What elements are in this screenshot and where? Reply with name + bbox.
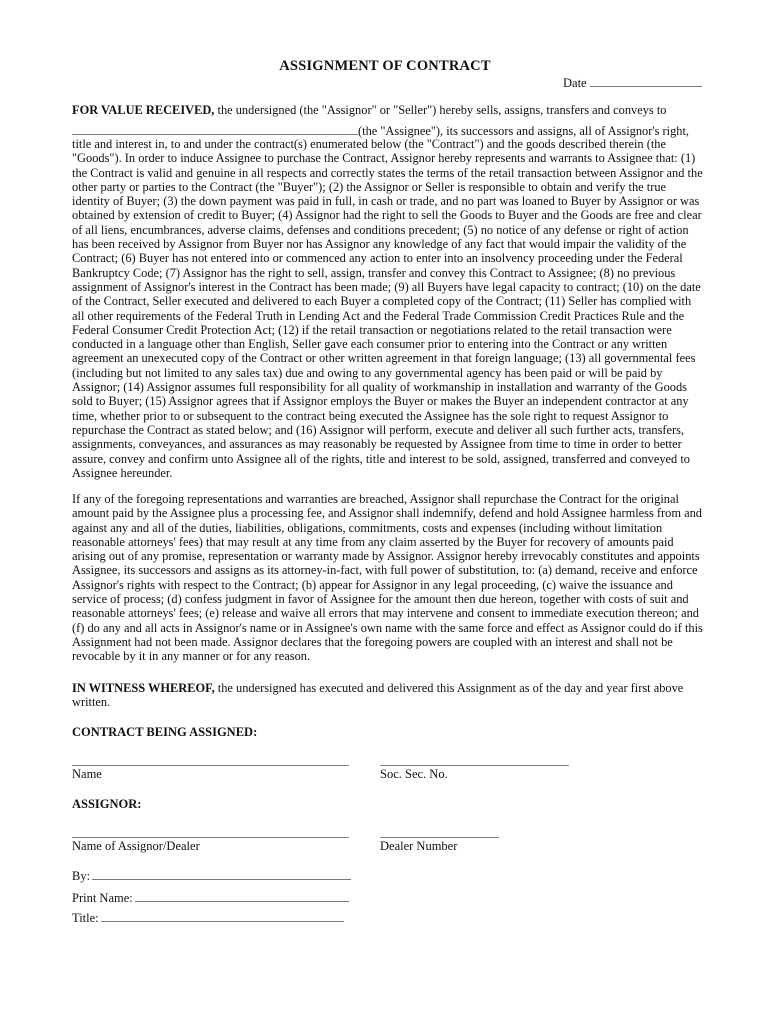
in-witness-lead: IN WITNESS WHEREOF, [72, 681, 215, 695]
by-blank-line[interactable] [92, 868, 351, 880]
title-blank-line[interactable] [101, 910, 344, 922]
assignee-blank-line[interactable] [72, 123, 358, 135]
witness-paragraph [72, 681, 706, 710]
by-field[interactable] [72, 868, 351, 884]
representations-paragraph: title and interest in, to and under the contract(s) enumerated below (the "Contract") and the goods described therein (the "Goods"). In order to induce Assignee to purchase the Contract, Assignor hereby represents and warrants to Assignee that: (1) the Contract is valid and genuine in all respects and correctly states the terms of the retail transaction between Assignor and the other party or parties to the Contract (the "Buyer"); (2) the Assignor or Seller is responsible to obtain and verify the true identity of Buyer; (3) the down payment was paid in full, in cash or trade, and no part was loaned to Buyer by Assignor or was obtained by extension of credit to Buyer; (4) Assignor had the right to sell the Goods to Buyer and the Goods are free and clear of all liens, encumbrances, adverse claims, defenses and conditions precedent; (5) no notice of any defense or right of action has been received by Assignor from Buyer nor has Assignor any knowledge of any fact that would impair the validity of the Contract; (6) Buyer has not entered into or commenced any action to enter into an insolvency proceeding under the Federal Bankruptcy Code; (7) Assignor has the right to sell, assign, transfer and convey this Contract to Assignee; (8) no previous assignment of Assignor's interest in the Contract has been made; (9) all Buyers have legal capacity to contract; (10) on the date of the Contract, Seller executed and delivered to each Buyer a completed copy of the Contract; (11) Seller has complied with all other requirements of the Federal Truth in Lending Act and the Federal Trade Commission Credit Practices Rule and the Federal Consumer Credit Protection Act; (12) if the retail transaction or negotiations related to the retail transaction were conducted in a language other than English, Seller gave each consumer prior to entering into the Contract or any written agreement an unexecuted copy of the Contract or other written agreement in that foreign language; (13) all governmental fees (including but not limited to any sales tax) due and owing to any governmental agency has been paid or will be paid by Assignor; (14) Assignor assumes full responsibility for all quality of workmanship in installation and warranty of the Goods sold to Buyer; (15) Assignor agrees that if Assignor employs the Buyer or makes the Buyer an independent contractor at any time, whether prior to or subsequent to the contract being executed the Assignee has the sole right to request Assignor to repurchase the Contract as stated below; and (16) Assignor will perform, execute and deliver all such further acts, transfers, assignments, conveyances, and assurances as may reasonably be requested by Assignee from time to time in order to better assure, convey and confirm unto Assignee all of the rights, title and interest to be sold, assigned, transferred and conveyed to Assignee hereunder. [72, 137, 703, 480]
title-field[interactable] [72, 910, 344, 926]
assignor-heading: ASSIGNOR: [72, 797, 142, 811]
dealer-number-label: Dealer Number [380, 839, 458, 853]
date-blank-line[interactable] [590, 75, 702, 87]
assignee-line [72, 123, 712, 138]
name-label: Name [72, 767, 102, 781]
date-field[interactable] [563, 75, 702, 91]
print-name-blank-line[interactable] [135, 890, 349, 902]
opening-line [72, 103, 706, 117]
for-value-received-lead: FOR VALUE RECEIVED, [72, 103, 215, 117]
assignee-text: (the "Assignee"), its successors and assigns, all of Assignor's right, [358, 124, 690, 138]
dealer-number-signature-line[interactable] [380, 837, 499, 838]
name-signature-line[interactable] [72, 765, 349, 766]
opening-intro-text: the undersigned (the "Assignor" or "Seller") hereby sells, assigns, transfers and conveys to [214, 103, 667, 117]
title-label: Title: [72, 911, 99, 925]
print-name-field[interactable] [72, 890, 349, 906]
dealer-name-label: Name of Assignor/Dealer [72, 839, 200, 853]
repurchase-paragraph: If any of the foregoing representations and warranties are breached, Assignor shall repurchase the Contract for the original amount paid by the Assignee plus a processing fee, and Assignor shall indemnify, defend and hold Assignee harmless from and against any and all of the duties, liabilities, obligations, commitments, costs and expenses (including without limitation reasonable attorneys' fees) that may result at any time from any claim asserted by the Buyer for recovery of amounts paid arising out of any promise, representation or warranty made by Assignor. Assignor hereby irrevocably constitutes and appoints Assignee, its successors and assigns as its attorney-in-fact, with full power of substitution, to: (a) demand, receive and enforce Assignor's rights with respect to the Contract; (b) appear for Assignor in any legal proceeding, (c) waive the issuance and service of process; (d) confess judgment in favor of Assignee for the amount then due hereon, together with costs of suit and reasonable attorneys' fees; (e) release and waive all errors that may intervene and consent to immediate execution thereon; and (f) do any and all acts in Assignor's name or in Assignee's own name with the same force and effect as Assignor could do if this Assignment had not been made. Assignor declares that the foregoing powers are coupled with an interest and shall not be revocable by it in any manner or for any reason. [72, 492, 703, 664]
ssn-signature-line[interactable] [380, 765, 569, 766]
by-label: By: [72, 869, 91, 883]
contract-being-assigned-heading: CONTRACT BEING ASSIGNED: [72, 725, 258, 739]
print-name-label: Print Name: [72, 891, 133, 905]
dealer-name-signature-line[interactable] [72, 837, 349, 838]
document-title: ASSIGNMENT OF CONTRACT [279, 58, 491, 74]
witness-text: the undersigned has executed and delivered this Assignment as of the day and year first above written. [72, 681, 684, 710]
ssn-label: Soc. Sec. No. [380, 767, 448, 781]
date-label: Date [563, 76, 587, 90]
